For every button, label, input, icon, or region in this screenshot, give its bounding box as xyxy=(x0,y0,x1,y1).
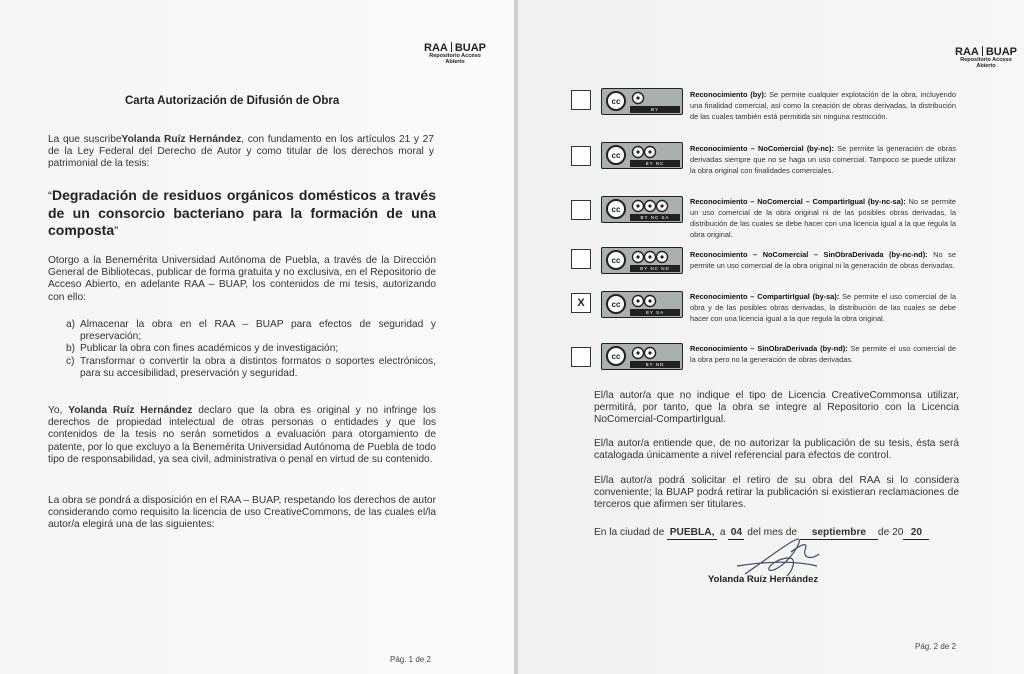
license-title: Reconocimiento – NoComercial – CompartirIgual (by-nc-sa): xyxy=(690,197,906,206)
year-field: 20 xyxy=(903,527,929,540)
logo-brand-right: BUAP xyxy=(454,42,487,54)
license-title: Reconocimiento – NoComercial (by-nc): xyxy=(690,144,834,153)
license-checkbox[interactable] xyxy=(571,249,591,269)
license-checkbox[interactable] xyxy=(571,90,591,110)
license-checkbox[interactable]: X xyxy=(571,293,591,313)
logo-brand-right: BUAP xyxy=(985,46,1018,58)
page-2 xyxy=(518,0,1024,674)
raa-buap-logo xyxy=(955,46,1017,69)
list-item: c) Transformar o convertir la obra a distintos formatos o soportes electrónicos, para su accesibilidad, preservación y seguridad. xyxy=(66,355,436,379)
license-checkbox[interactable] xyxy=(571,146,591,166)
note-default-license: El/la autor/a que no indique el tipo de Licencia CreativeCommonsa utilizar, permitirá, por tanto, que la obra se integre al Repositorio con la Licencia NoComercial-CompartirIgual. xyxy=(594,390,959,426)
list-item: b) Publicar la obra con fines académicos y de investigación; xyxy=(66,343,339,355)
thesis-title: “Degradación de residuos orgánicos domésticos a través de un consorcio bacteriano para la formación de una composta” xyxy=(48,187,436,238)
cc-license-badge-icon xyxy=(601,343,683,370)
license-text: Se permite el uso comercial de la obra y de las posibles obras derivadas, la distribución de las cuales se debe hacer con una licencia igual a la que regula la obra original. xyxy=(690,292,956,323)
license-text: Se permite cualquier explotación de la obra, incluyendo una finalidad comercial, así como la creación de obras derivadas, la distribución de las cuales también está permitida sin ninguna restricción. xyxy=(690,90,956,121)
svg-text:cc: cc xyxy=(611,256,621,265)
grant-paragraph: Otorgo a la Benemérita Universidad Autónoma de Puebla, a través de la Dirección General de Bibliotecas, publicar de forma gratuita y no exclusiva, en el Repositorio de Acceso Abierto, en adelante RAA – BUAP, los contenidos de mi tesis, autorizando con ello: xyxy=(48,255,436,303)
license-description xyxy=(690,249,956,271)
cc-license-badge-icon xyxy=(601,142,683,169)
svg-text:cc: cc xyxy=(611,205,621,214)
license-text: Se permite el uso comercial de la obra pero no la generación de obras derivadas. xyxy=(690,344,956,364)
license-title: Reconocimiento – CompartirIgual (by-sa): xyxy=(690,292,840,301)
logo-subtitle-2: Abierto xyxy=(976,62,996,69)
cc-license-badge-icon xyxy=(601,88,683,115)
cc-badge-label: BY NC SA xyxy=(630,214,680,221)
month-field: septiembre xyxy=(800,527,878,540)
list-item: a) Almacenar la obra en el RAA – BUAP para efectos de seguridad y preservación; xyxy=(66,319,436,343)
license-text: No se permite un uso comercial de la obra original ni la generación de obras derivadas. xyxy=(690,250,956,270)
note-withdrawal: El/la autor/a podrá solicitar el retiro de su obra del RAA si lo considera conveniente; la BUAP podrá retirar la publicación si existieran reclamaciones de terceros que afirmen ser titulares. xyxy=(594,475,959,511)
logo-subtitle: Repositorio Acceso xyxy=(960,57,1012,63)
declaration-paragraph: Yo, Yolanda Ruíz Hernández declaro que la obra es original y no infringe los derechos de propiedad intelectual de otras personas o entidades y que los contenidos de la tesis no serán sometidos a evaluación para otorgamiento de patente, por lo que excluyo a la Benemérita Universidad Autónoma de Puebla de todo tipo de responsabilidad, ya sea civil, administrativa o penal en virtud de su contenido. xyxy=(48,405,437,465)
availability-paragraph: La obra se pondrá a disposición en el RAA – BUAP, respetando los derechos de autor considerando como requisito la licencia de uso CreativeCommons, de las cuales el/la autor/a elegirá una de las siguientes: xyxy=(48,495,436,531)
cc-badge-label: BY SA xyxy=(630,309,680,316)
logo-brand-left: RAA xyxy=(424,42,448,54)
logo-subtitle: Repositorio Acceso xyxy=(429,53,481,59)
license-title: Reconocimiento (by): xyxy=(690,90,767,99)
svg-text:cc: cc xyxy=(611,151,621,160)
page-title: Carta Autorización de Difusión de Obra xyxy=(125,95,340,107)
license-text: Se permite la generación de obras derivadas siempre que no se haga un uso comercial. Tampoco se puede utilizar la obra original con finalidades comerciales. xyxy=(690,144,956,175)
cc-license-badge-icon xyxy=(601,247,683,274)
license-description xyxy=(690,196,956,240)
license-title: Reconocimiento – NoComercial – SinObraDerivada (by-nc-nd): xyxy=(690,250,928,259)
intro-paragraph: La que suscribeYolanda Ruíz Hernández, con fundamento en los artículos 21 y 27 de la Ley Federal del Derecho de Autor y como titular de los derechos moral y patrimonial de la tesis: xyxy=(48,134,434,170)
date-line: En la ciudad de PUEBLA, a 04 del mes de septiembre de 20 20 xyxy=(594,527,974,540)
cc-badge-label: BY NC xyxy=(630,160,680,167)
logo-brand-left: RAA xyxy=(955,46,979,58)
svg-text:cc: cc xyxy=(611,300,621,309)
cc-badge-label: BY xyxy=(630,106,680,113)
raa-buap-logo xyxy=(424,42,486,65)
author-name: Yolanda Ruíz Hernández xyxy=(68,405,193,416)
license-checkbox[interactable] xyxy=(571,200,591,220)
license-description xyxy=(690,143,956,176)
license-title: Reconocimiento – SinObraDerivada (by-nd): xyxy=(690,344,848,353)
signer-name: Yolanda Ruíz Hernández xyxy=(708,574,819,585)
cc-badge-label: BY NC ND xyxy=(630,265,680,272)
license-checkbox[interactable] xyxy=(571,347,591,367)
license-description xyxy=(690,291,956,324)
note-referential: El/la autor/a entiende que, de no autorizar la publicación de su tesis, ésta será catalogada únicamente a nivel referencial para efectos de control. xyxy=(594,438,959,462)
cc-license-badge-icon xyxy=(601,196,683,223)
license-text: No se permite un uso comercial de la obra original ni de las posibles obras derivadas, la distribución de las cuales se debe hacer con una licencia igual a la que regula la obra original. xyxy=(690,197,957,239)
cc-license-badge-icon xyxy=(601,291,683,318)
day-field: 04 xyxy=(728,527,744,540)
authorization-list xyxy=(66,319,436,380)
page-number: Pág. 1 de 2 xyxy=(390,655,431,664)
license-description xyxy=(690,89,956,122)
city-field: PUEBLA, xyxy=(667,527,717,540)
page-number: Pág. 2 de 2 xyxy=(915,642,956,651)
license-description xyxy=(690,343,956,365)
cc-badge-label: BY ND xyxy=(630,361,680,368)
author-name: Yolanda Ruíz Hernández xyxy=(121,134,242,145)
logo-subtitle-2: Abierto xyxy=(445,58,465,65)
svg-text:cc: cc xyxy=(611,97,621,106)
svg-text:cc: cc xyxy=(611,352,621,361)
